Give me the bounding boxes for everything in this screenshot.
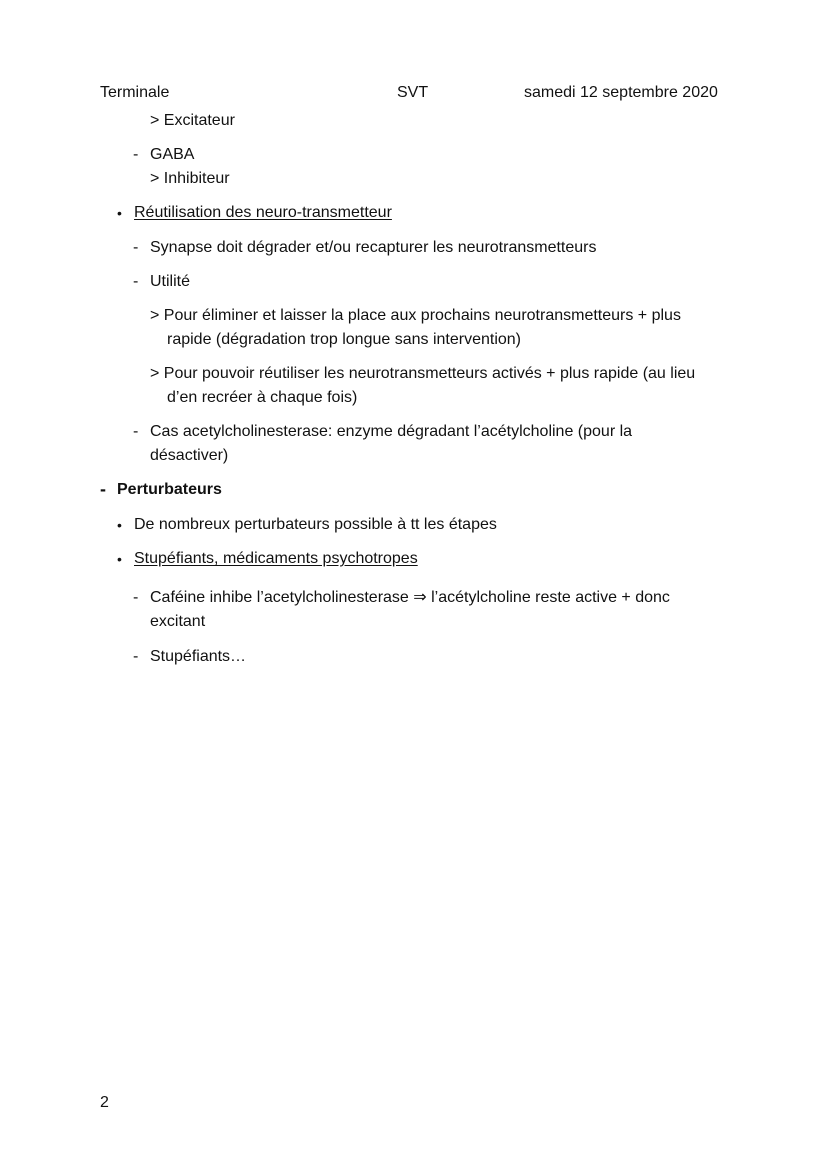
nombreux-line: De nombreux perturbateurs possible à tt les étapes: [134, 516, 497, 533]
excitateur-line: > Excitateur: [150, 112, 235, 129]
dash-marker: -: [100, 479, 106, 499]
bullet-marker: •: [117, 551, 122, 567]
dash-marker: -: [133, 648, 139, 665]
pour-eliminer-line-2: rapide (dégradation trop longue sans intervention): [167, 331, 522, 348]
stupefiants-heading: Stupéfiants, médicaments psychotropes: [134, 550, 418, 567]
cas-acetyl-line-1: Cas acetylcholinesterase: enzyme dégradant l’acétylcholine (pour la: [150, 423, 633, 440]
perturbateurs-heading: Perturbateurs: [117, 481, 222, 498]
dash-marker: -: [133, 239, 139, 256]
cafeine-line-2: excitant: [150, 613, 206, 630]
bullet-marker: •: [117, 205, 122, 221]
dash-marker: -: [133, 146, 139, 163]
reutilisation-heading: Réutilisation des neuro-transmetteur: [134, 204, 392, 221]
inhibiteur-line: > Inhibiteur: [150, 170, 230, 187]
bullet-marker: •: [117, 517, 122, 533]
dash-marker: -: [133, 273, 139, 290]
pour-reutiliser-line-2: d’en recréer à chaque fois): [167, 389, 358, 406]
header-level: Terminale: [100, 84, 170, 101]
stupefiants-line: Stupéfiants…: [150, 648, 247, 665]
dash-marker: -: [133, 589, 139, 606]
cas-acetyl-line-2: désactiver): [150, 447, 229, 464]
page-number: 2: [100, 1094, 109, 1111]
dash-marker: -: [133, 423, 139, 440]
synapse-line: Synapse doit dégrader et/ou recapturer les neurotransmetteurs: [150, 239, 597, 256]
gaba-line: GABA: [150, 146, 195, 163]
cafeine-line-1: Caféine inhibe l’acetylcholinesterase ⇒ l’acétylcholine reste active + donc: [150, 589, 670, 606]
header-date: samedi 12 septembre 2020: [524, 84, 718, 101]
header-subject: SVT: [397, 84, 429, 101]
utilite-line: Utilité: [150, 273, 191, 290]
pour-eliminer-line-1: > Pour éliminer et laisser la place aux prochains neurotransmetteurs + plus: [150, 307, 681, 324]
pour-reutiliser-line-1: > Pour pouvoir réutiliser les neurotransmetteurs activés + plus rapide (au lieu: [150, 365, 696, 382]
